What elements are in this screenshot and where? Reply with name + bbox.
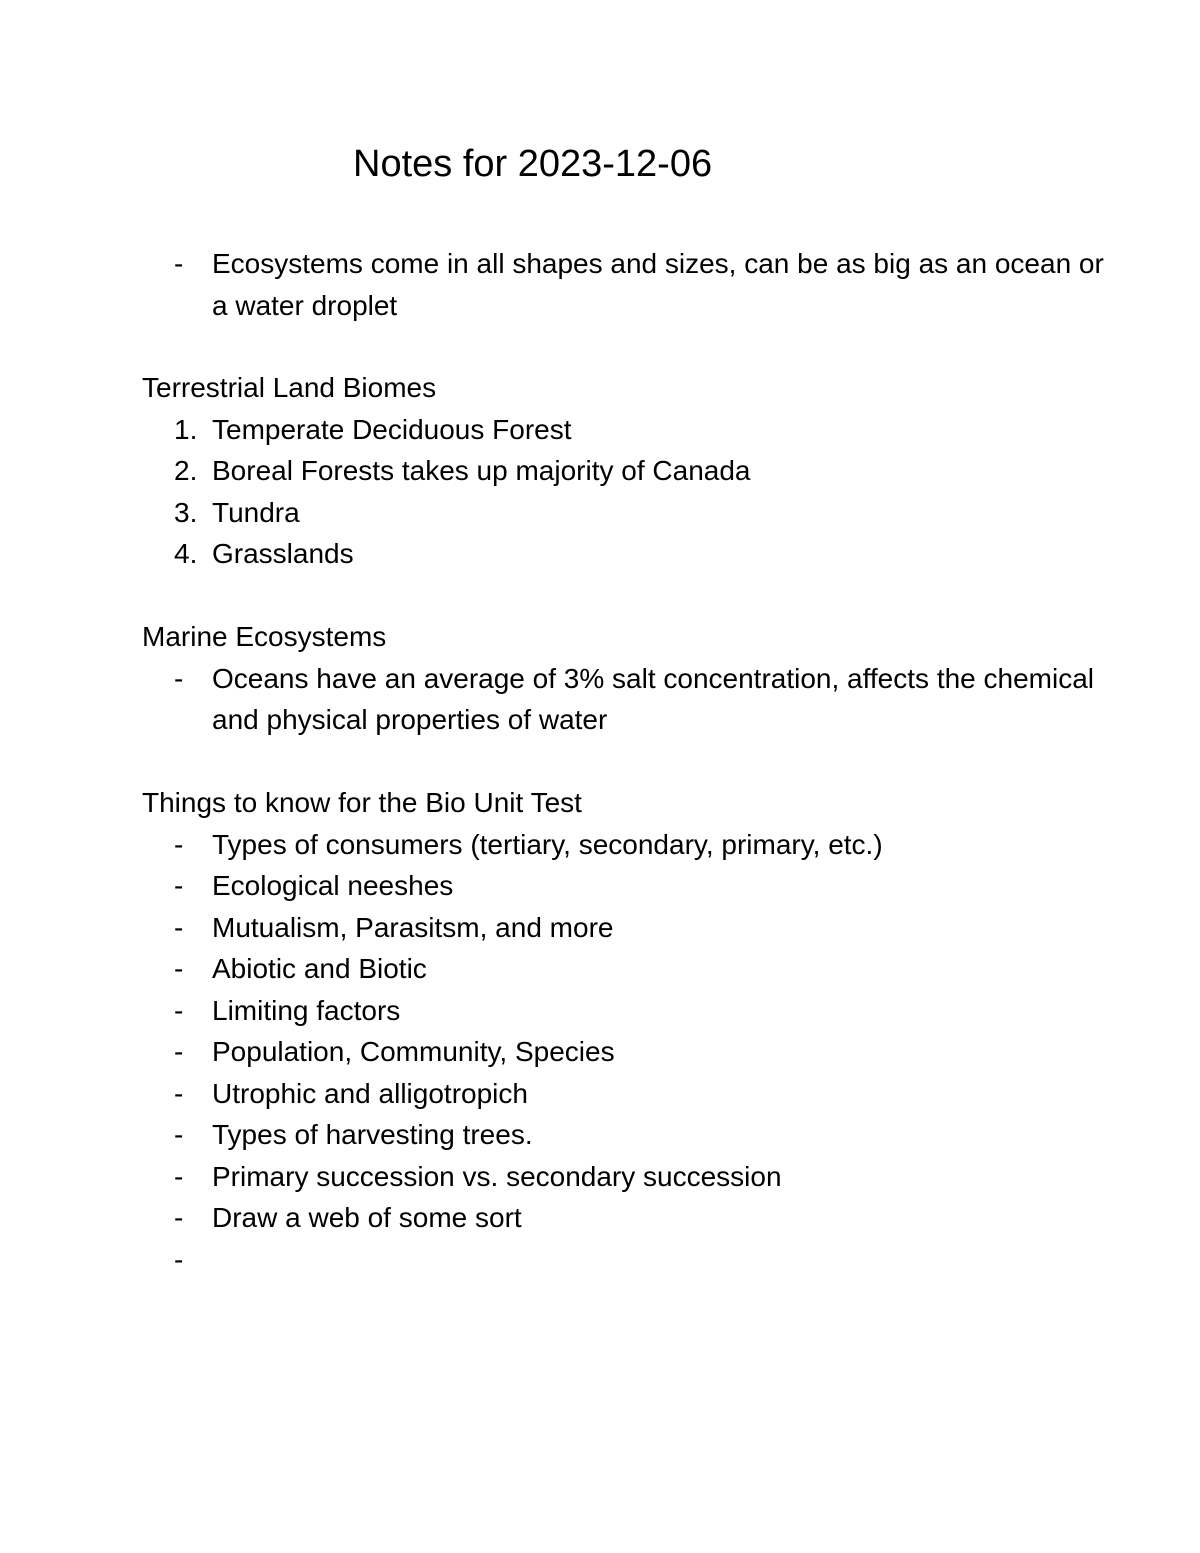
number-marker: 1. bbox=[174, 413, 198, 445]
list-item-text: Oceans have an average of 3% salt concentration, affects the chemical and physical properties of water bbox=[212, 662, 1094, 735]
list-item-text: Utrophic and alligotropich bbox=[212, 1077, 528, 1109]
list-item-text: Mutualism, Parasitsm, and more bbox=[212, 911, 614, 943]
list-item bbox=[142, 492, 1112, 534]
list-item-text: Boreal Forests takes up majority of Canada bbox=[212, 455, 751, 486]
intro-list bbox=[142, 243, 1112, 326]
list-item-text: Limiting factors bbox=[212, 994, 401, 1026]
bullet-marker: - bbox=[174, 662, 184, 694]
bullet-marker: - bbox=[174, 1243, 184, 1275]
list-item-text: Abiotic and Biotic bbox=[212, 953, 427, 984]
section-heading: Things to know for the Bio Unit Test bbox=[142, 787, 582, 818]
list-item-text: Draw a web of some sort bbox=[212, 1202, 522, 1233]
terrestrial-section bbox=[142, 367, 1112, 575]
list-item bbox=[142, 1239, 1112, 1281]
number-marker: 2. bbox=[174, 455, 198, 486]
section-heading: Marine Ecosystems bbox=[142, 621, 387, 652]
list-item bbox=[142, 948, 1112, 990]
list-item-text: Ecosystems come in all shapes and sizes, can be as big as an ocean or a water droplet bbox=[212, 248, 1104, 321]
list-item bbox=[142, 1156, 1112, 1198]
bullet-marker: - bbox=[174, 953, 184, 984]
list-item-text bbox=[212, 1239, 1112, 1281]
list-item-text: Tundra bbox=[212, 496, 300, 528]
number-marker: 3. bbox=[174, 496, 198, 528]
section-heading: Terrestrial Land Biomes bbox=[142, 372, 437, 403]
number-marker: 4. bbox=[174, 538, 198, 569]
list-item-text: Population, Community, Species bbox=[212, 1036, 615, 1067]
bullet-marker: - bbox=[174, 1119, 184, 1150]
list-item-text: Temperate Deciduous Forest bbox=[212, 413, 572, 445]
bullet-marker: - bbox=[174, 994, 184, 1026]
list-item bbox=[142, 658, 1112, 741]
list-item bbox=[142, 533, 1112, 575]
bullet-marker: - bbox=[174, 870, 184, 901]
bullet-marker: - bbox=[174, 1036, 184, 1067]
list-item bbox=[142, 1114, 1112, 1156]
list-item-text: Grasslands bbox=[212, 538, 354, 569]
bullet-marker: - bbox=[174, 1160, 184, 1192]
list-item bbox=[142, 450, 1112, 492]
list-item bbox=[142, 865, 1112, 907]
list-item bbox=[142, 824, 1112, 866]
list-item bbox=[142, 1031, 1112, 1073]
bullet-marker: - bbox=[174, 911, 184, 943]
list-item bbox=[142, 990, 1112, 1032]
list-item bbox=[142, 1073, 1112, 1115]
list-item-text: Ecological neeshes bbox=[212, 870, 454, 901]
list-item bbox=[142, 243, 1112, 326]
bullet-marker: - bbox=[174, 248, 184, 279]
list-item-text: Primary succession vs. secondary succession bbox=[212, 1160, 782, 1192]
marine-section bbox=[142, 616, 1112, 741]
page-title: Notes for 2023-12-06 bbox=[353, 143, 713, 185]
list-item bbox=[142, 907, 1112, 949]
bullet-marker: - bbox=[174, 1077, 184, 1109]
list-item bbox=[142, 1197, 1112, 1239]
list-item bbox=[142, 409, 1112, 451]
bullet-marker: - bbox=[174, 828, 184, 860]
list-item-text: Types of consumers (tertiary, secondary, primary, etc.) bbox=[212, 828, 883, 860]
bio-unit-test-section bbox=[142, 782, 1112, 1280]
list-item-text: Types of harvesting trees. bbox=[212, 1119, 533, 1150]
bullet-marker: - bbox=[174, 1202, 184, 1233]
